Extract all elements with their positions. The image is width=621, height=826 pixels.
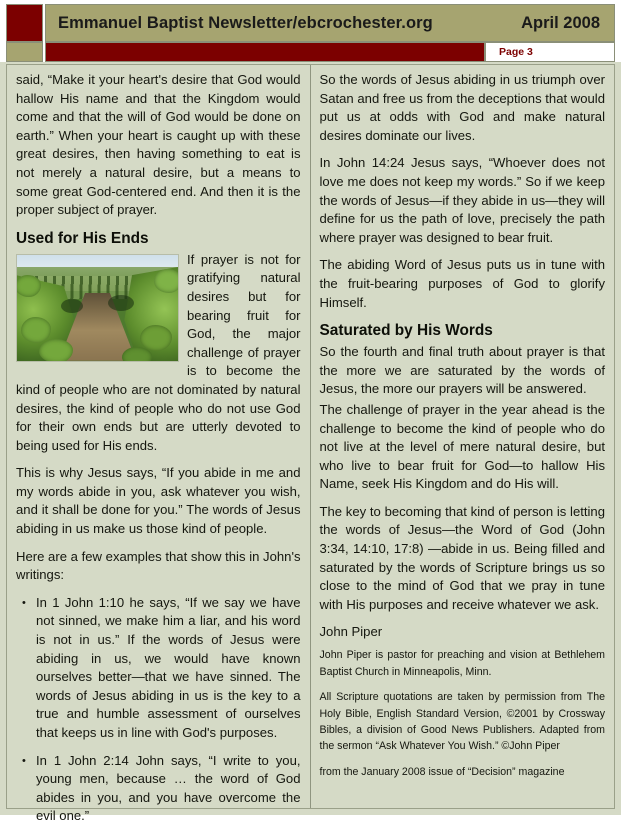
photo-leaf bbox=[140, 325, 172, 351]
section-heading-saturated-by-his-words: Saturated by His Words bbox=[319, 322, 493, 340]
page-number-box bbox=[485, 42, 615, 62]
newsletter-title: Emmanuel Baptist Newsletter/ebcrochester.org bbox=[58, 13, 433, 32]
masthead-red-accent-block bbox=[6, 4, 43, 42]
list-item-text: In 1 John 2:14 John says, “I write to you, young men, because … the word of God abides in you, and you have overcome the evil one.” bbox=[36, 752, 301, 824]
scripture-credits: All Scripture quotations are taken by permission from The Holy Bible, English Standard Version, ©2001 by Crossway Bibles, a division of Good News Publishers. Adapted from the sermon “Ask Whatever You Wish.” ©John Piper bbox=[319, 691, 605, 753]
paragraph: The key to becoming that kind of person is letting the words of Jesus—the Word of God (John 3:34, 14:10, 17:8) —abide in us. Being filled and saturated by the words of Scripture brings us so close to the mind of God that we pray in tune with His purposes and receive whatever we ask. bbox=[319, 503, 605, 612]
masthead-title-bar bbox=[45, 4, 615, 42]
paragraph: Here are a few examples that show this in John's writings: bbox=[16, 548, 301, 583]
issue-date: April 2008 bbox=[521, 13, 600, 32]
author-bio: John Piper is pastor for preaching and vision at Bethlehem Baptist Church in Minneapolis, Minn. bbox=[319, 649, 605, 678]
photo-shadow bbox=[61, 299, 83, 313]
photo-leaf bbox=[39, 339, 73, 362]
list-item-text: In 1 John 1:10 he says, “If we say we have not sinned, we make him a liar, and his word is not in us.” If the words of Jesus were abiding in us, we would have known ourselves better—that we have sinned. The words of Jesus abiding in us is the key to a true and humble assessment of ourselves that keeps us in line with God's purposes. bbox=[36, 594, 301, 740]
page-number-label: Page 3 bbox=[499, 46, 533, 58]
source-note: from the January 2008 issue of “Decision” magazine bbox=[319, 765, 565, 778]
list-item bbox=[16, 594, 301, 743]
paragraph: So the fourth and final truth about prayer is that the more we are saturated by the words of Jesus, the more our prayers will be answered. bbox=[319, 344, 605, 397]
paragraph: In John 14:24 Jesus says, “Whoever does not love me does not keep my words.” So if we keep the words of Jesus—if they abide in us—they will define for us the path of love, precisely the path where prayer was designed to bear fruit. bbox=[319, 155, 605, 245]
paragraph: So the words of Jesus abiding in us triumph over Satan and free us from the deceptions that would put us at odds with God and make natural desires dominate our lives. bbox=[319, 72, 605, 143]
paragraph: If prayer is not for gratifying natural desires but for bearing fruit for God, the major challenge of prayer is to become the kind of people who are not dominated by natural desires, the kind of people who do not use God for their own ends but are utterly devoted to being used for His ends. bbox=[16, 251, 301, 453]
author-byline: John Piper bbox=[319, 624, 383, 640]
vineyard-photo bbox=[16, 254, 179, 362]
section-heading-used-for-his-ends: Used for His Ends bbox=[16, 229, 149, 247]
masthead bbox=[0, 0, 621, 62]
paragraph: This is why Jesus says, “If you abide in me and my words abide in you, ask whatever you wish, and it shall be done for you.” The words of Jesus abiding in us make us those kind of people. bbox=[16, 465, 301, 537]
photo-leaf bbox=[122, 347, 152, 362]
paragraph: The challenge of prayer in the year ahead is the challenge to become the kind of people who do not live at the level of mere natural desire, but who live to bear fruit for God—to hallow His Name, seek His Kingdom and do His will. bbox=[319, 401, 605, 492]
right-column bbox=[311, 65, 615, 808]
photo-leaf bbox=[21, 317, 51, 343]
bullet-icon: • bbox=[22, 754, 26, 767]
masthead-olive-stub bbox=[6, 42, 43, 62]
paragraph: said, “Make it your heart's desire that God would hallow His name and that the Kingdom would come and that the will of God would be done on earth.” When your heart is caught up with these great desires, then having something to eat is not merely a natural desire, but a means to some great God-centered end. And then it is the proper subject of prayer. bbox=[16, 72, 301, 218]
photo-shadow bbox=[108, 295, 134, 311]
photo-leaf bbox=[16, 275, 41, 297]
masthead-red-rule bbox=[45, 42, 485, 62]
left-column bbox=[7, 65, 311, 824]
paragraph: The abiding Word of Jesus puts us in tune with the fruit-bearing purposes of God to glorify Himself. bbox=[319, 257, 605, 310]
bullet-icon: • bbox=[22, 596, 26, 609]
masthead-title-row bbox=[0, 4, 621, 42]
masthead-subbar-row bbox=[0, 42, 621, 62]
article-body bbox=[6, 64, 615, 824]
photo-leaf bbox=[154, 269, 179, 293]
